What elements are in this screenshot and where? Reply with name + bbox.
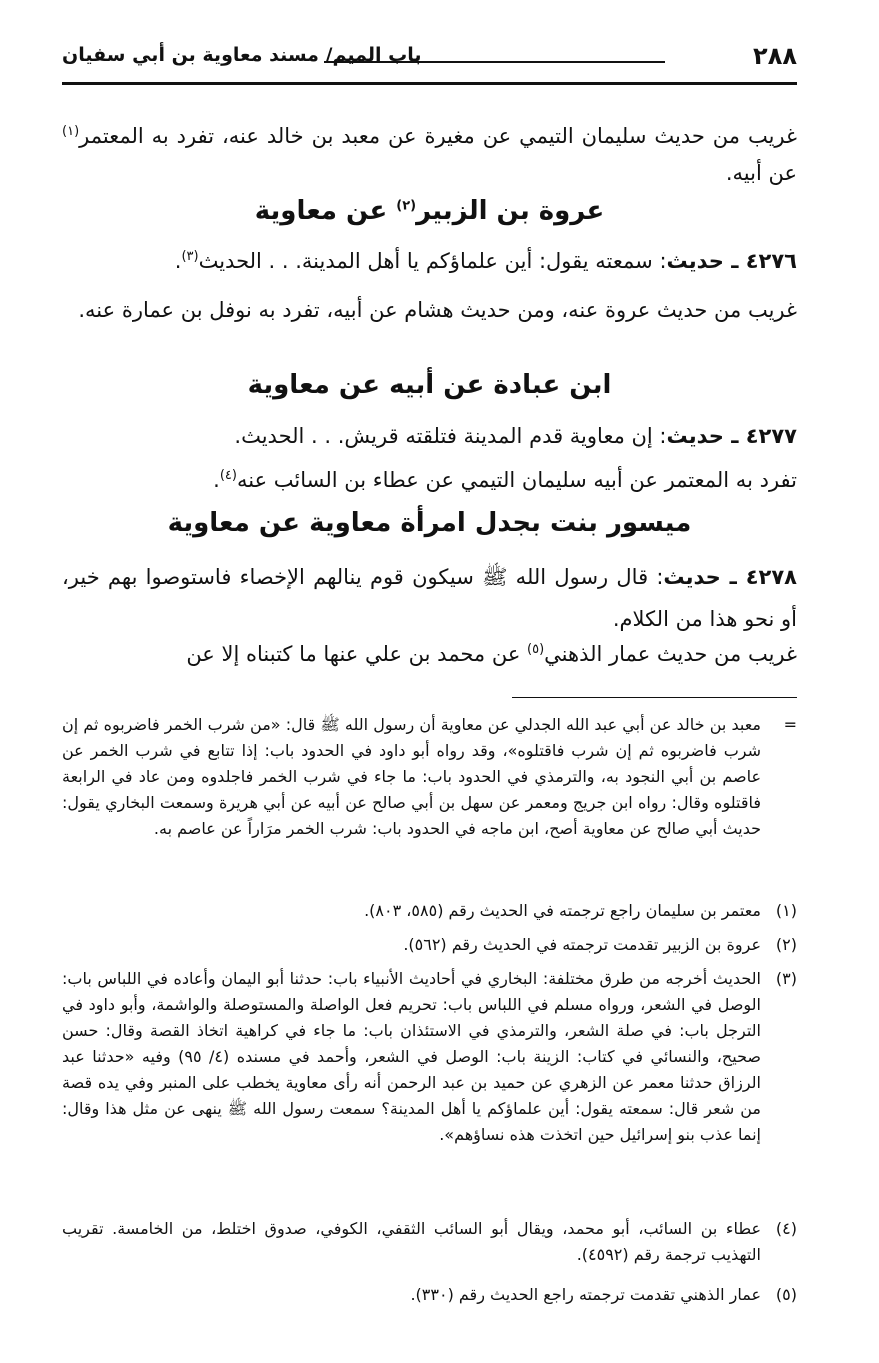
hadith-text: : سمعته يقول: أين علماؤكم يا أهل المدينة. . . الحديث xyxy=(198,249,667,273)
footnote-text: عطاء بن السائب، أبو محمد، ويقال أبو السائب الثقفي، الكوفي، صدوق اختلط، من الخامسة. تقريب التهذيب ترجمة رقم (٤٥٩٢). xyxy=(62,1219,761,1264)
heading-1-text: عروة بن الزبير xyxy=(416,196,605,226)
footnote-continuation xyxy=(62,712,797,842)
header-rule xyxy=(62,82,797,85)
heading-3-text: ميسور بنت بجدل امرأة معاوية عن معاوية xyxy=(167,508,692,538)
footnote-separator xyxy=(512,697,797,698)
hadith-4277 xyxy=(62,418,797,455)
hadith-text: : قال رسول الله ﷺ سيكون قوم ينالهم الإخصاء فاستوصوا بهم خير، أو نحو هذا من الكلام. xyxy=(62,565,797,631)
footnote-2 xyxy=(62,932,797,958)
footnote-5 xyxy=(62,1282,797,1308)
footnote-ref-2: (٢) xyxy=(396,198,417,214)
footnote-text: معتمر بن سليمان راجع ترجمته في الحديث رقم (٥٨٥، ٨٠٣). xyxy=(364,901,761,920)
hadith-number: ٤٢٧٦ ـ xyxy=(723,249,797,273)
hadith-number: ٤٢٧٧ ـ xyxy=(723,424,797,448)
footnote-ref-3: (٣) xyxy=(181,249,199,264)
footnote-ref-4: (٤) xyxy=(219,468,237,483)
footnote-ref-5: (٥) xyxy=(527,642,545,657)
footnote-number: (٤) xyxy=(775,1219,797,1238)
paragraph-4-end: عن محمد بن علي عنها ما كتبناه إلا عن xyxy=(186,642,528,666)
hadith-4276 xyxy=(62,243,797,280)
section-heading-maysur xyxy=(62,508,797,538)
section-heading-urwa xyxy=(62,196,797,226)
footnote-number: (٣) xyxy=(775,969,797,988)
heading-2-text: ابن عبادة عن أبيه عن معاوية xyxy=(247,370,612,400)
footnote-1 xyxy=(62,898,797,924)
header-title: باب الميم/ مسند معاوية بن أبي سفيان xyxy=(62,44,422,66)
hadith-end: . xyxy=(174,249,182,273)
footnote-ref-1: (١) xyxy=(62,124,80,139)
hadith-text: : إن معاوية قدم المدينة فتلقته قريش. . . الحديث. xyxy=(234,424,667,448)
paragraph-1 xyxy=(62,118,797,192)
paragraph-1-text: غريب من حديث سليمان التيمي عن مغيرة عن معبد بن خالد عنه، تفرد به المعتمر xyxy=(79,124,797,148)
footnote-text: عمار الذهني تقدمت ترجمته راجع الحديث رقم (٣٣٠). xyxy=(410,1285,761,1304)
hadith-label: حديث xyxy=(666,424,724,448)
section-heading-ibn-ubada xyxy=(62,370,797,400)
hadith-4278 xyxy=(62,556,797,640)
paragraph-4 xyxy=(62,636,797,673)
paragraph-3 xyxy=(62,462,797,499)
paragraph-2 xyxy=(62,289,797,331)
footnote-number: = xyxy=(783,715,797,734)
footnote-number: (٢) xyxy=(775,935,797,954)
footnote-number: (٥) xyxy=(775,1285,797,1304)
paragraph-1-end: عن أبيه. xyxy=(725,161,797,185)
heading-1-end: عن معاوية xyxy=(254,196,397,226)
footnote-number: (١) xyxy=(775,901,797,920)
hadith-label: حديث xyxy=(666,249,724,273)
footnote-text: الحديث أخرجه من طرق مختلفة: البخاري في أحاديث الأنبياء باب: حدثنا أبو اليمان وأعاده في اللباس باب: الوصل في الشعر، ورواه مسلم في اللباس باب: تحريم فعل الواصلة والمستوصلة والواشمة، وأبو داود في الترجل باب: في صلة الشعر، والترمذي في الاستئذان باب: ما جاء في كراهية اتخاذ القصة وقال: حسن صحيح، والنسائي في كتاب: الزينة باب: الوصل في الشعر، وأحمد في مسنده (٤/ ٩٥) وفيه «حدثنا عبد الرزاق حدثنا معمر عن الزهري عن حميد بن عبد الرحمن أنه رأى معاوية يخطب على المنبر وفي يده قصة من شعر قال: سمعته يقول: أين علماؤكم يا أهل المدينة؟ سمعت رسول الله ﷺ ينهى عن مثل هذا وقال: إنما عذب بنو إسرائيل حين اتخذت هذه نساؤهم». xyxy=(62,969,761,1144)
hadith-number: ٤٢٧٨ ـ xyxy=(720,565,797,589)
page-number: ٢٨٨ xyxy=(753,42,797,70)
running-header xyxy=(62,38,797,82)
paragraph-4-text: غريب من حديث عمار الذهني xyxy=(544,642,797,666)
hadith-label: حديث xyxy=(663,565,721,589)
paragraph-2-text: غريب من حديث عروة عنه، ومن حديث هشام عن أبيه، تفرد به نوفل بن عمارة عنه. xyxy=(78,298,797,322)
footnote-3 xyxy=(62,966,797,1148)
footnote-4 xyxy=(62,1216,797,1268)
paragraph-3-end: . xyxy=(213,468,220,492)
footnote-text: معبد بن خالد عن أبي عبد الله الجدلي عن معاوية أن رسول الله ﷺ قال: «من شرب الخمر فاضربوه ثم إن شرب فاضربوه ثم إن شرب فاقتلوه»، وقد رواه أبو داود في الحدود باب: إذا تتابع في شرب الخمر عن عاصم بن أبي النجود به، والترمذي في الحدود باب: ما جاء في شرب الخمر فاجلدوه ومن عاد في الرابعة فاقتلوه وقال: رواه ابن جريج ومعمر عن سهل بن أبي صالح عن أبيه عن أبي هريرة وسمعت البخاري يقول: حديث أبي صالح عن معاوية أصح، ابن ماجه في الحدود باب: شرب الخمر مرَاراً عن عاصم به. xyxy=(62,715,761,838)
paragraph-3-text: تفرد به المعتمر عن أبيه سليمان التيمي عن عطاء بن السائب عنه xyxy=(236,468,797,492)
footnote-text: عروة بن الزبير تقدمت ترجمته في الحديث رقم (٥٦٢). xyxy=(403,935,761,954)
